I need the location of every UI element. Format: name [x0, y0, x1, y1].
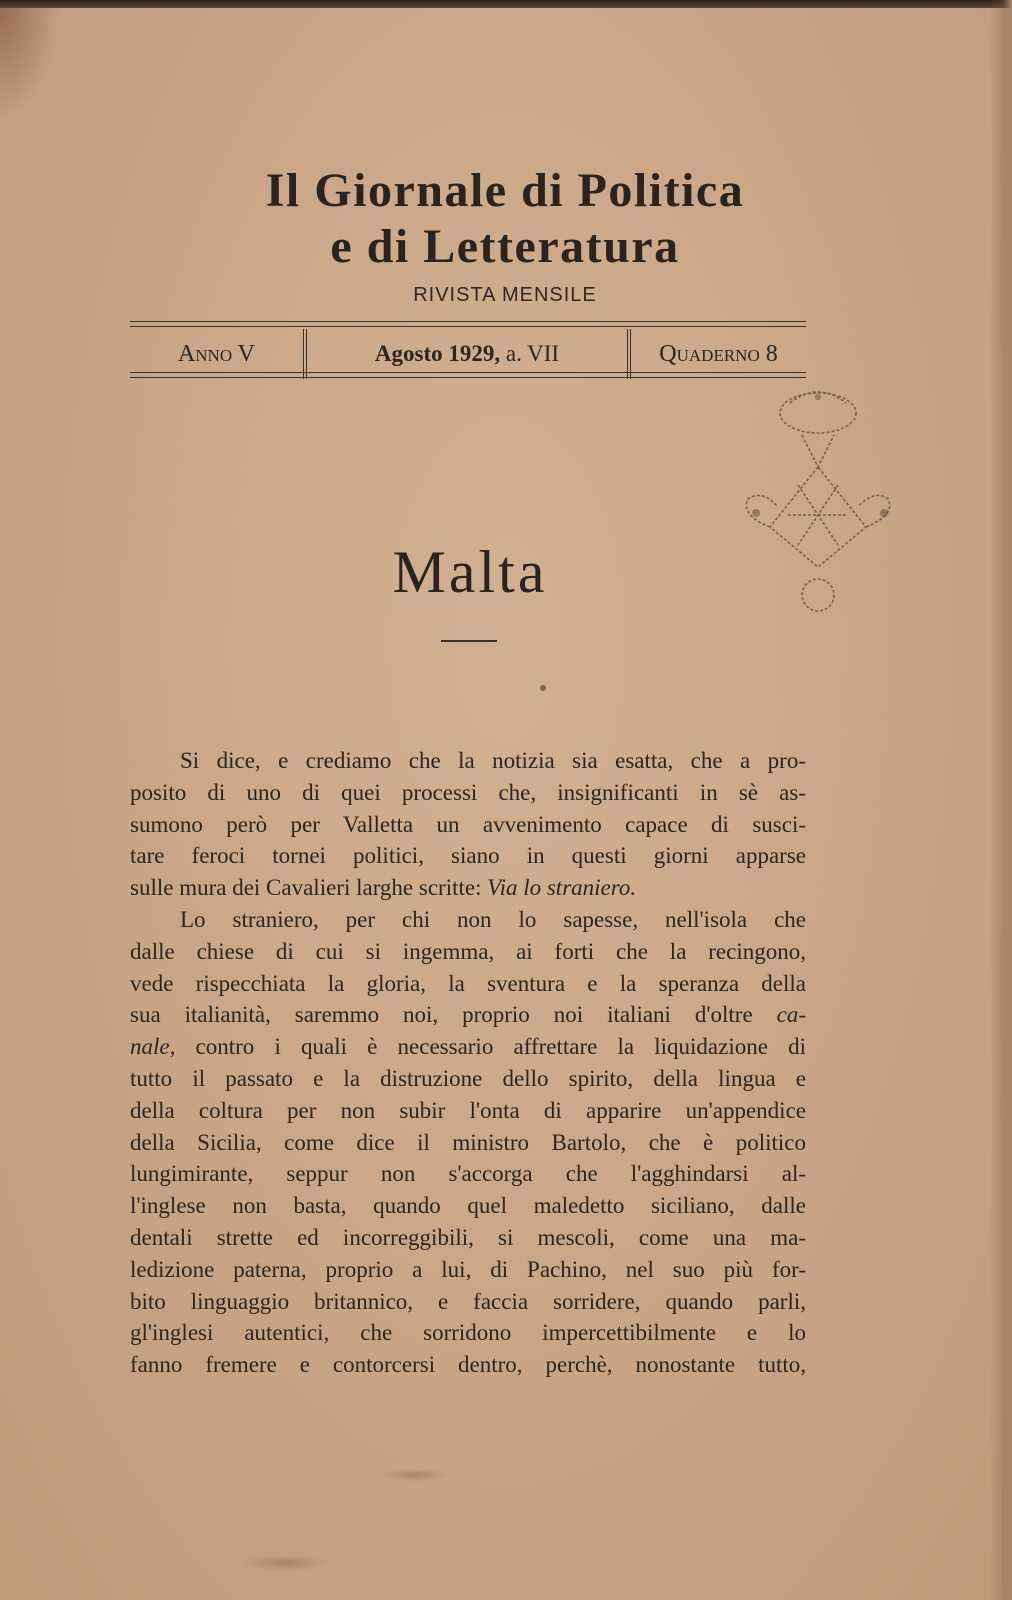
body-line — [130, 1031, 806, 1063]
body-line-text: sumono però per Valletta un avvenimento capace di susci- — [130, 811, 806, 837]
body-line — [130, 1095, 806, 1127]
body-line — [130, 745, 806, 777]
body-line-text: Lo straniero, per chi non lo sapesse, nell'isola che — [180, 906, 806, 932]
body-line-text: gl'inglesi autentici, che sorridono impercettibilmente e lo — [130, 1320, 806, 1346]
stain — [240, 1555, 330, 1571]
body-line-text: tare feroci tornei politici, siano in questi giorni apparse — [130, 843, 806, 869]
body-line-text: l'inglese non basta, quando quel maledetto siciliano, dalle — [130, 1193, 806, 1219]
issue-bar-bottom-rule — [130, 372, 806, 378]
body-line — [130, 1127, 806, 1159]
ink-dot — [540, 685, 546, 691]
issue-era: a. VII — [505, 341, 560, 366]
body-line — [130, 1349, 806, 1381]
body-line-text: dalle chiese di cui si ingemma, ai forti che la recingono, — [130, 938, 806, 964]
body-line — [130, 999, 806, 1031]
masthead-title-line2: e di Letteratura — [330, 220, 680, 273]
body-line — [130, 1190, 806, 1222]
body-line-text: vede rispecchiata la gloria, la sventura e la speranza della — [130, 970, 806, 996]
corner-stain — [0, 8, 60, 118]
body-line — [130, 809, 806, 841]
body-line-text: posito di uno di quei processi che, insignificanti in sè as- — [130, 779, 806, 805]
body-line — [130, 840, 806, 872]
body-line — [130, 1222, 806, 1254]
issue-bar-top-rule — [130, 321, 806, 327]
body-line-text: ledizione paterna, proprio a lui, di Pachino, nel suo più for- — [130, 1256, 806, 1282]
title-rule — [441, 640, 497, 642]
body-line-text: della coltura per non subir l'onta di apparire un'appendice — [130, 1097, 806, 1123]
body-line — [130, 1254, 806, 1286]
body-line-text: dentali strette ed incorreggibili, si mescoli, come una ma- — [130, 1224, 806, 1250]
body-line-text: bito linguaggio britannico, e faccia sorridere, quando parli, — [130, 1288, 806, 1314]
body-line-text: Si dice, e crediamo che la notizia sia esatta, che a pro- — [180, 748, 806, 773]
article-title: Malta — [392, 539, 548, 605]
body-line-italic: Via lo straniero. — [487, 875, 637, 901]
body-line-italic: ca- — [776, 1002, 806, 1028]
article-body — [130, 745, 806, 1381]
body-line — [130, 968, 806, 1000]
body-line — [130, 1286, 806, 1318]
body-line-text: tutto il passato e la distruzione dello spirito, della lingua e — [130, 1065, 806, 1091]
issue-date-text: Agosto 1929, — [374, 341, 501, 366]
body-line-italic: nale, — [130, 1034, 176, 1060]
body-line-text: fanno fremere e contorcersi dentro, perchè, nonostante tutto, — [130, 1352, 806, 1378]
page-right-edge — [990, 0, 1012, 1600]
issue-anno: Anno V — [177, 340, 256, 367]
masthead-title-line1: Il Giornale di Politica — [265, 164, 745, 217]
body-line-text: della Sicilia, come dice il ministro Bartolo, che è politico — [130, 1129, 806, 1155]
body-line — [130, 904, 806, 936]
body-line-text: sulle mura dei Cavalieri larghe scritte: — [130, 875, 488, 901]
body-line-text: sua italianità, saremmo noi, proprio noi italiani d'oltre — [130, 1002, 777, 1028]
body-line — [130, 1317, 806, 1349]
body-line — [130, 936, 806, 968]
body-line — [130, 1063, 806, 1095]
top-edge-strip — [0, 0, 1012, 8]
masthead-subtitle: RIVISTA MENSILE — [413, 284, 597, 306]
body-line — [130, 1158, 806, 1190]
body-line — [130, 872, 806, 904]
issue-quaderno: Quaderno 8 — [659, 340, 778, 367]
library-stamp-seal — [728, 385, 908, 630]
stain — [380, 1468, 450, 1482]
body-line-text: lungimirante, seppur non s'accorga che l'agghindarsi al- — [130, 1161, 806, 1187]
body-line — [130, 777, 806, 809]
body-line-text: contro i quali è necessario affrettare la liquidazione di — [175, 1034, 806, 1060]
